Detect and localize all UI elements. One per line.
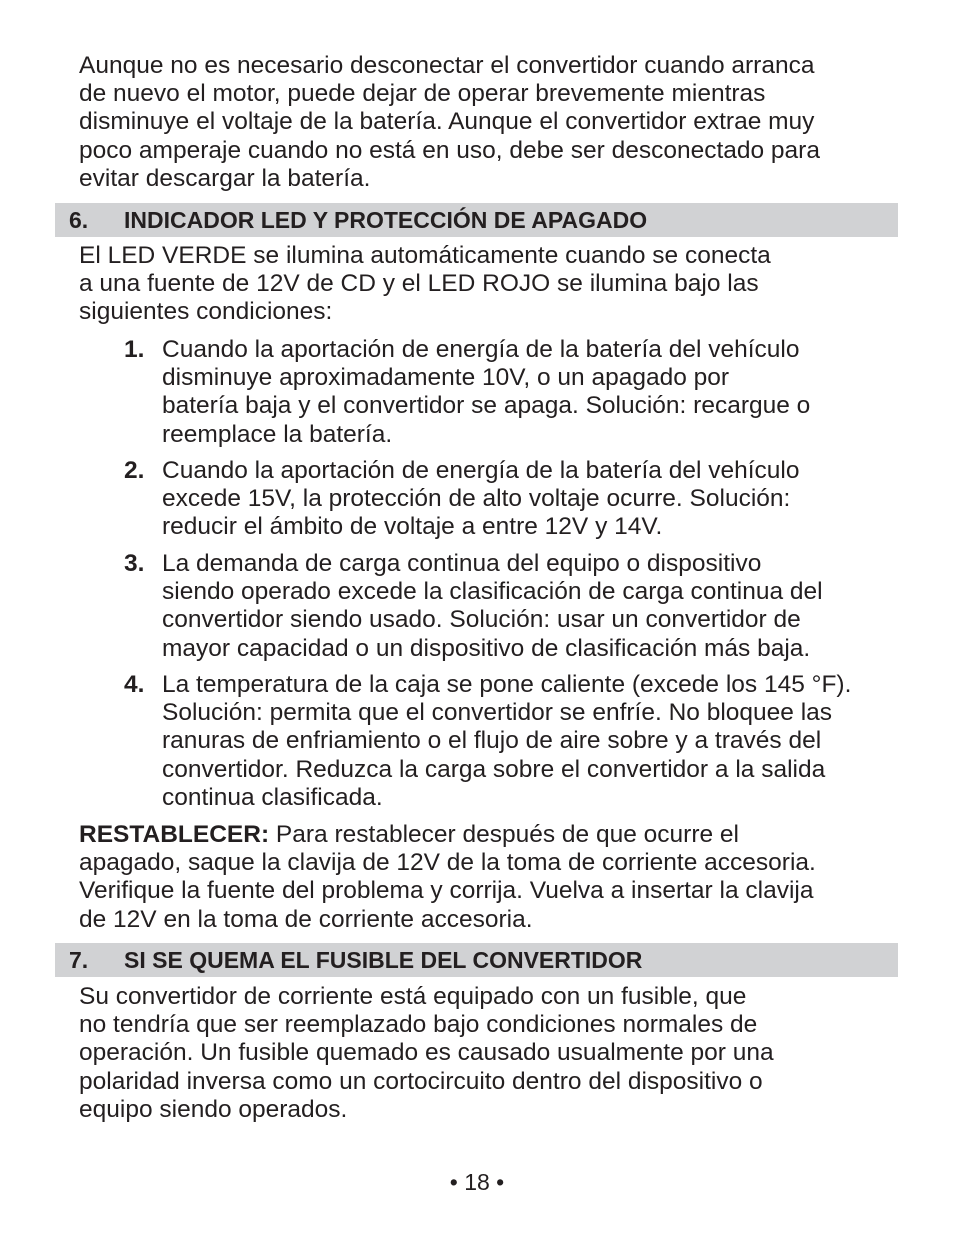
section-7-body: Su convertidor de corriente está equipado con un fusible, que no tendría que ser reemplazado bajo condiciones normales de operación. Un fusible quemado es causado usualmente por una polaridad inversa como un cortocircuito dentro del dispositivo o equipo siendo operados. (79, 983, 774, 1123)
reset-label: RESTABLECER: (79, 821, 270, 848)
list-item-text: Cuando la aportación de energía de la batería del vehículo disminuye aproximadamente 10V, o un apagado por batería baja y el convertidor se apaga. Solución: recargue o reemplace la batería. (162, 336, 811, 448)
section-6-title: INDICADOR LED Y PROTECCIÓN DE APAGADO (124, 207, 648, 233)
list-item-number: 3. (124, 550, 145, 577)
section-6-header (55, 203, 898, 237)
section-6-intro: El LED VERDE se ilumina automáticamente cuando se conecta a una fuente de 12V de CD y el LED ROJO se ilumina bajo las siguientes condiciones: (79, 242, 771, 326)
intro-paragraph: Aunque no es necesario desconectar el convertidor cuando arranca de nuevo el motor, puede dejar de operar brevemente mientras disminuye el voltaje de la batería. Aunque el convertidor extrae muy poco amperaje cuando no está en uso, debe ser desconectado para evitar descargar la batería. (79, 52, 820, 192)
reset-paragraph (79, 821, 899, 934)
section-6-number: 6. (69, 207, 89, 233)
list-item-number: 4. (124, 671, 145, 698)
section-7-header (55, 943, 898, 977)
list-item-text: La demanda de carga continua del equipo o dispositivo siendo operado excede la clasificación de carga continua del convertidor siendo usado. Solución: usar un convertidor de mayor capacidad o un dispositivo de clasificación más baja. (162, 550, 823, 662)
list-item-number: 1. (124, 336, 145, 363)
list-item-text: Cuando la aportación de energía de la batería del vehículo excede 15V, la protección de alto voltaje ocurre. Solución: reducir el ámbito de voltaje a entre 12V y 14V. (162, 457, 800, 541)
page-number: • 18 • (449, 1169, 505, 1195)
section-7-number: 7. (69, 947, 89, 973)
section-7-title: SI SE QUEMA EL FUSIBLE DEL CONVERTIDOR (124, 947, 643, 973)
list-item-number: 2. (124, 457, 145, 484)
list-item-text: La temperatura de la caja se pone caliente (excede los 145 °F). Solución: permita que el convertidor se enfríe. No bloquee las ranuras de enfriamiento o el flujo de aire sobre y a través del convertidor. Reduzca la carga sobre el convertidor a la salida continua clasificada. (162, 671, 852, 811)
reset-text: Para restablecer después de que ocurre el apagado, saque la clavija de 12V de la toma de corriente accesoria. Verifique la fuente del problema y corrija. Vuelva a insertar la clavija de 12V en la toma de corriente accesoria. (79, 821, 816, 933)
